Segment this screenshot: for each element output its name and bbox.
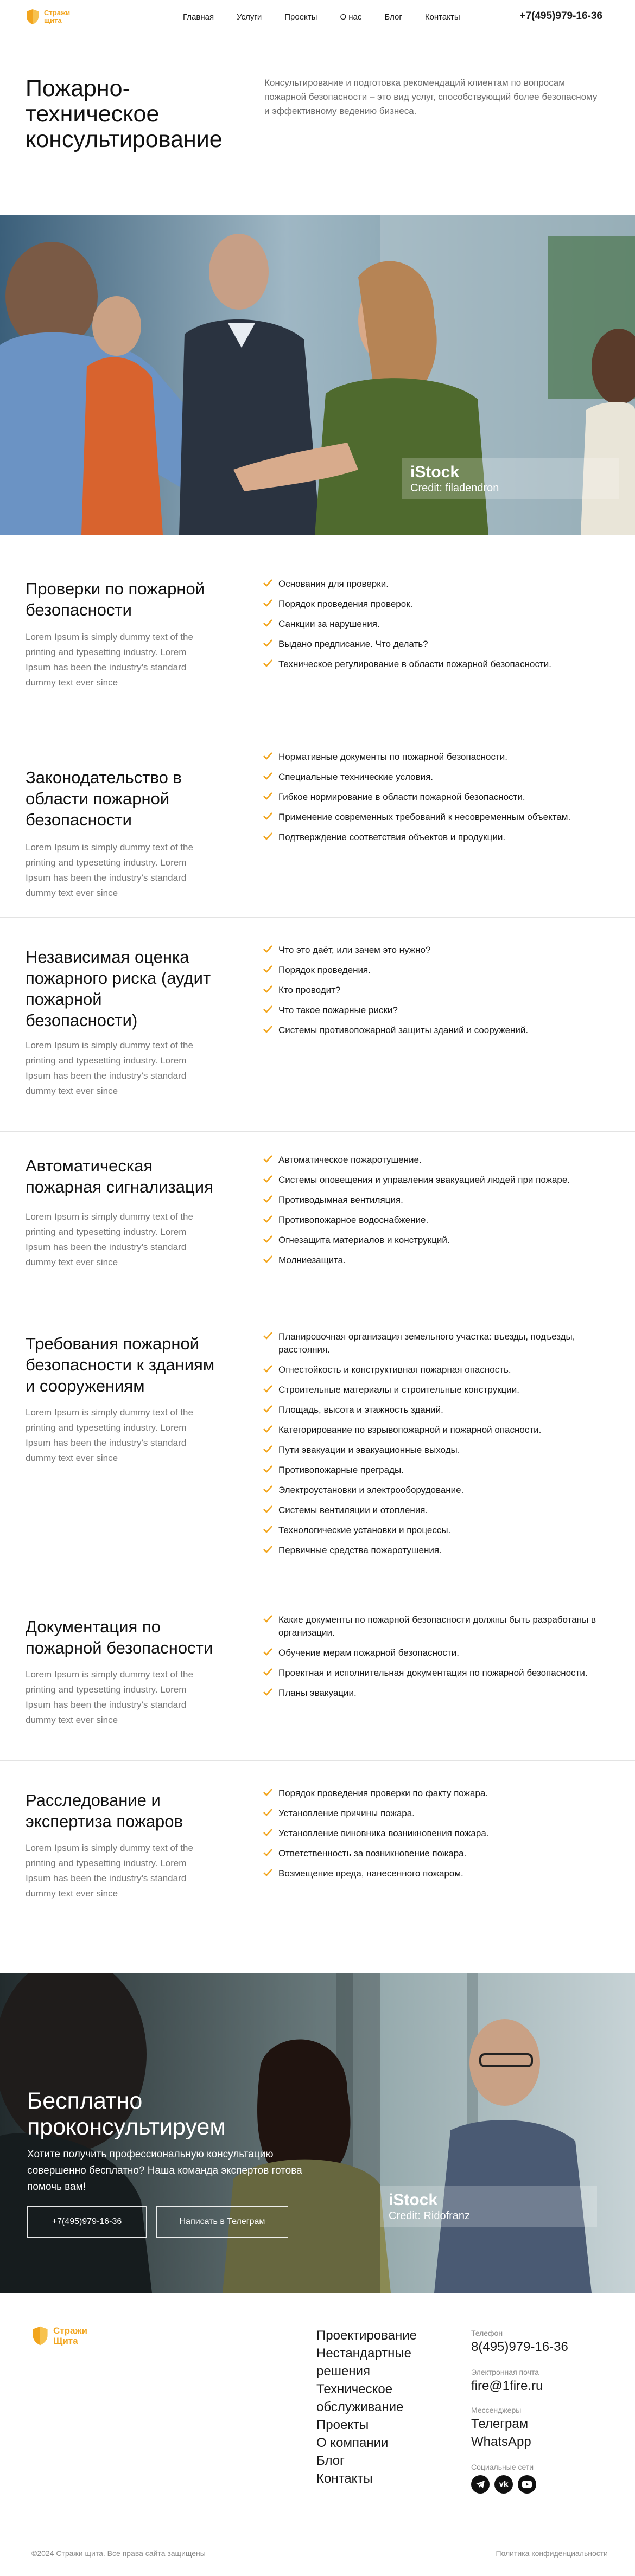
list-item: Установление виновника возникновения пожара. <box>263 1827 611 1840</box>
call-phone-button[interactable]: +7(495)979-16-36 <box>27 2206 147 2238</box>
footer-nav <box>316 2327 447 2488</box>
check-icon <box>263 1425 272 1433</box>
check-icon <box>263 752 272 760</box>
check-icon <box>263 1215 272 1223</box>
check-icon <box>263 1026 272 1033</box>
list-item: Огнестойкость и конструктивная пожарная опасность. <box>263 1363 611 1376</box>
list-item: Молниезащита. <box>263 1254 611 1267</box>
check-icon <box>263 1445 272 1453</box>
credit-text: Credit: filadendron <box>410 482 499 494</box>
list-item: Нормативные документы по пожарной безопасности. <box>263 751 611 764</box>
nav-item-about[interactable]: О нас <box>340 12 362 22</box>
check-icon <box>263 772 272 780</box>
service-section <box>0 723 635 917</box>
section-list <box>263 1330 611 1564</box>
istock-brand: iStock <box>389 2191 438 2209</box>
list-item: Применение современных требований к несовременным объектам. <box>263 811 611 824</box>
messenger-whatsapp[interactable]: WhatsApp <box>471 2434 531 2449</box>
check-icon <box>263 1789 272 1796</box>
list-item: Кто проводит? <box>263 984 611 997</box>
list-item: Что такое пожарные риски? <box>263 1004 611 1017</box>
check-icon <box>263 1005 272 1013</box>
footer-link-contacts[interactable]: Контакты <box>316 2471 373 2486</box>
social-links <box>471 2475 536 2494</box>
check-icon <box>263 1648 272 1656</box>
footer-link-custom-solutions[interactable]: Нестандартные решения <box>316 2346 412 2379</box>
section-text: Lorem Ipsum is simply dummy text of the printing and typesetting industry. Lorem Ipsum has been the industry's standard dummy text ever since <box>26 842 193 898</box>
section-text: Lorem Ipsum is simply dummy text of the printing and typesetting industry. Lorem Ipsum has been the industry's standard dummy text ever since <box>26 1040 193 1096</box>
list-item: Ответственность за возникновение пожара. <box>263 1847 611 1860</box>
section-text: Lorem Ipsum is simply dummy text of the printing and typesetting industry. Lorem Ipsum has been the industry's standard dummy text ever since <box>26 1669 193 1725</box>
check-icon <box>263 1255 272 1263</box>
list-item: Огнезащита материалов и конструкций. <box>263 1234 611 1247</box>
section-list <box>263 578 611 678</box>
socials-label: Социальные сети <box>471 2463 534 2471</box>
check-icon <box>263 965 272 973</box>
page-title: Пожарно-техническое консультирование <box>26 75 223 152</box>
logo-text-line2: щита <box>44 16 62 24</box>
list-item: Возмещение вреда, нанесенного пожаром. <box>263 1867 611 1880</box>
check-icon <box>263 1869 272 1876</box>
footer-email[interactable]: fire@1fire.ru <box>471 2379 543 2393</box>
logo-text-line1: Стражи <box>44 9 71 17</box>
list-item: Системы противопожарной защиты зданий и сооружений. <box>263 1024 611 1037</box>
messenger-telegram[interactable]: Телеграм <box>471 2417 529 2431</box>
section-title: Проверки по пожарной безопасности <box>26 579 205 619</box>
cta-description: Хотите получить профессиональную консультацию совершенно бесплатно? Наша команда экспертов готова помочь вам! <box>27 2149 302 2193</box>
list-item: Подтверждение соответствия объектов и продукции. <box>263 831 611 844</box>
section-list <box>263 1154 611 1274</box>
list-item: Проектная и исполнительная документация по пожарной безопасности. <box>263 1667 611 1680</box>
check-icon <box>263 1235 272 1243</box>
check-icon <box>263 1668 272 1676</box>
check-icon <box>263 1385 272 1393</box>
check-icon <box>263 1505 272 1513</box>
check-icon <box>263 1155 272 1163</box>
list-item: Порядок проведения. <box>263 964 611 977</box>
section-list <box>263 751 611 851</box>
hero-description: Консультирование и подготовка рекомендаций клиентам по вопросам пожарной безопасности – это вид услуг, способствующий более безопасному и эффективному ведению бизнеса. <box>264 78 598 116</box>
section-title: Документация по пожарной безопасности <box>26 1617 213 1657</box>
image-credit <box>402 458 619 499</box>
check-icon <box>263 1849 272 1856</box>
check-icon <box>263 832 272 840</box>
footer-messengers-block <box>471 2405 531 2451</box>
list-item: Порядок проведения проверки по факту пожара. <box>263 1787 611 1800</box>
section-text: Lorem Ipsum is simply dummy text of the printing and typesetting industry. Lorem Ipsum has been the industry's standard dummy text ever since <box>26 1407 193 1463</box>
vk-icon[interactable]: vk <box>494 2475 513 2494</box>
image-credit <box>380 2186 597 2227</box>
privacy-policy-link[interactable]: Политика конфиденциальности <box>496 2549 608 2558</box>
section-title: Требования пожарной безопасности к зданиям и сооружениям <box>26 1334 215 1395</box>
section-title: Законодательство в области пожарной безопасности <box>26 768 182 829</box>
hero-photo <box>0 215 635 535</box>
check-icon <box>263 1365 272 1373</box>
check-icon <box>263 619 272 627</box>
footer-socials-block <box>471 2462 536 2494</box>
list-item: Что это даёт, или зачем это нужно? <box>263 944 611 957</box>
footer-link-projects[interactable]: Проекты <box>316 2418 369 2432</box>
check-icon <box>263 812 272 820</box>
list-item: Порядок проведения проверок. <box>263 598 611 611</box>
list-item: Какие документы по пожарной безопасности должны быть разработаны в организации. <box>263 1613 611 1639</box>
list-item: Противопожарные преграды. <box>263 1464 611 1477</box>
list-item: Системы оповещения и управления эвакуацией людей при пожаре. <box>263 1174 611 1187</box>
service-section <box>0 535 635 723</box>
footer-link-design[interactable]: Проектирование <box>316 2328 417 2343</box>
phone-label: Телефон <box>471 2329 503 2337</box>
footer-link-maintenance[interactable]: Техническое обслуживание <box>316 2382 404 2414</box>
consultation-banner <box>0 1973 635 2293</box>
check-icon <box>263 985 272 993</box>
list-item: Первичные средства пожаротушения. <box>263 1544 611 1557</box>
footer-link-about[interactable]: О компании <box>316 2436 389 2450</box>
footer-phone[interactable]: 8(495)979-16-36 <box>471 2340 568 2354</box>
check-icon <box>263 1465 272 1473</box>
footer-link-blog[interactable]: Блог <box>316 2453 345 2468</box>
youtube-icon[interactable] <box>518 2475 536 2494</box>
check-icon <box>263 659 272 667</box>
service-section <box>0 1304 635 1587</box>
list-item: Противопожарное водоснабжение. <box>263 1214 611 1227</box>
list-item: Противодымная вентиляция. <box>263 1194 611 1207</box>
list-item: Специальные технические условия. <box>263 771 611 784</box>
check-icon <box>263 792 272 800</box>
nav-item-blog[interactable]: Блог <box>384 12 402 22</box>
check-icon <box>263 1195 272 1203</box>
service-section <box>0 1131 635 1304</box>
check-icon <box>263 1809 272 1816</box>
telegram-button[interactable]: Написать в Телеграм <box>156 2206 288 2238</box>
service-section <box>0 1587 635 1760</box>
list-item: Технологические установки и процессы. <box>263 1524 611 1537</box>
check-icon <box>263 1332 272 1340</box>
check-icon <box>263 945 272 953</box>
list-item: Категорирование по взрывопожарной и пожарной опасности. <box>263 1424 611 1437</box>
check-icon <box>263 1546 272 1553</box>
list-item: Системы вентиляции и отопления. <box>263 1504 611 1517</box>
list-item: Выдано предписание. Что делать? <box>263 638 611 651</box>
section-text: Lorem Ipsum is simply dummy text of the printing and typesetting industry. Lorem Ipsum has been the industry's standard dummy text ever since <box>26 1843 193 1899</box>
check-icon <box>263 1526 272 1533</box>
nav-item-home[interactable]: Главная <box>183 12 214 22</box>
messengers-label: Мессенджеры <box>471 2406 522 2414</box>
main-nav <box>156 12 460 22</box>
section-title: Расследование и экспертиза пожаров <box>26 1791 183 1831</box>
copyright: ©2024 Стражи щита. Все права сайта защищены <box>31 2549 206 2558</box>
section-title: Автоматическая пожарная сигнализация <box>26 1156 213 1196</box>
footer-email-block <box>471 2367 543 2395</box>
list-item: Обучение мерам пожарной безопасности. <box>263 1646 611 1659</box>
nav-item-services[interactable]: Услуги <box>237 12 262 22</box>
check-icon <box>263 1405 272 1413</box>
list-item: Техническое регулирование в области пожарной безопасности. <box>263 658 611 671</box>
list-item: Автоматическое пожаротушение. <box>263 1154 611 1167</box>
list-item: Планы эвакуации. <box>263 1687 611 1700</box>
section-text: Lorem Ipsum is simply dummy text of the printing and typesetting industry. Lorem Ipsum has been the industry's standard dummy text ever since <box>26 1212 193 1267</box>
logo-text-line1: Стражи <box>53 2325 87 2336</box>
check-icon <box>263 599 272 607</box>
section-list <box>263 944 611 1044</box>
list-item: Электроустановки и электрооборудование. <box>263 1484 611 1497</box>
list-item: Строительные материалы и строительные конструкции. <box>263 1383 611 1396</box>
list-item: Планировочная организация земельного участка: въезды, подъезды, расстояния. <box>263 1330 611 1356</box>
shield-logo-icon <box>26 9 40 25</box>
check-icon <box>263 1688 272 1696</box>
list-item: Площадь, высота и этажность зданий. <box>263 1404 611 1417</box>
check-icon <box>263 639 272 647</box>
section-title: Независимая оценка пожарного риска (аудит пожарной безопасности) <box>26 947 211 1030</box>
shield-logo-icon <box>31 2325 49 2346</box>
section-list <box>263 1613 611 1707</box>
check-icon <box>263 1485 272 1493</box>
list-item: Санкции за нарушения. <box>263 618 611 631</box>
site-header <box>0 0 635 34</box>
logo[interactable] <box>26 9 156 25</box>
credit-text: Credit: Ridofranz <box>389 2210 471 2222</box>
cta-title: Бесплатно проконсультируем <box>27 2088 226 2140</box>
telegram-icon[interactable] <box>471 2475 490 2494</box>
service-section <box>0 917 635 1131</box>
list-item: Пути эвакуации и эвакуационные выходы. <box>263 1444 611 1457</box>
section-list <box>263 1787 611 1887</box>
section-text: Lorem Ipsum is simply dummy text of the printing and typesetting industry. Lorem Ipsum has been the industry's standard dummy text ever since <box>26 632 193 688</box>
list-item: Основания для проверки. <box>263 578 611 591</box>
check-icon <box>263 579 272 587</box>
list-item: Установление причины пожара. <box>263 1807 611 1820</box>
email-label: Электронная почта <box>471 2368 539 2376</box>
check-icon <box>263 1615 272 1623</box>
istock-brand: iStock <box>410 463 460 481</box>
site-footer <box>0 2293 635 2576</box>
header-phone[interactable]: +7(495)979-16-36 <box>519 10 602 22</box>
check-icon <box>263 1829 272 1836</box>
check-icon <box>263 1175 272 1183</box>
nav-item-projects[interactable]: Проекты <box>284 12 318 22</box>
service-section <box>0 1760 635 1973</box>
list-item: Гибкое нормирование в области пожарной безопасности. <box>263 791 611 804</box>
footer-phone-block <box>471 2328 568 2356</box>
footer-logo[interactable] <box>31 2325 162 2346</box>
logo-text-line2: Щита <box>53 2336 78 2346</box>
nav-item-contacts[interactable]: Контакты <box>424 12 460 22</box>
